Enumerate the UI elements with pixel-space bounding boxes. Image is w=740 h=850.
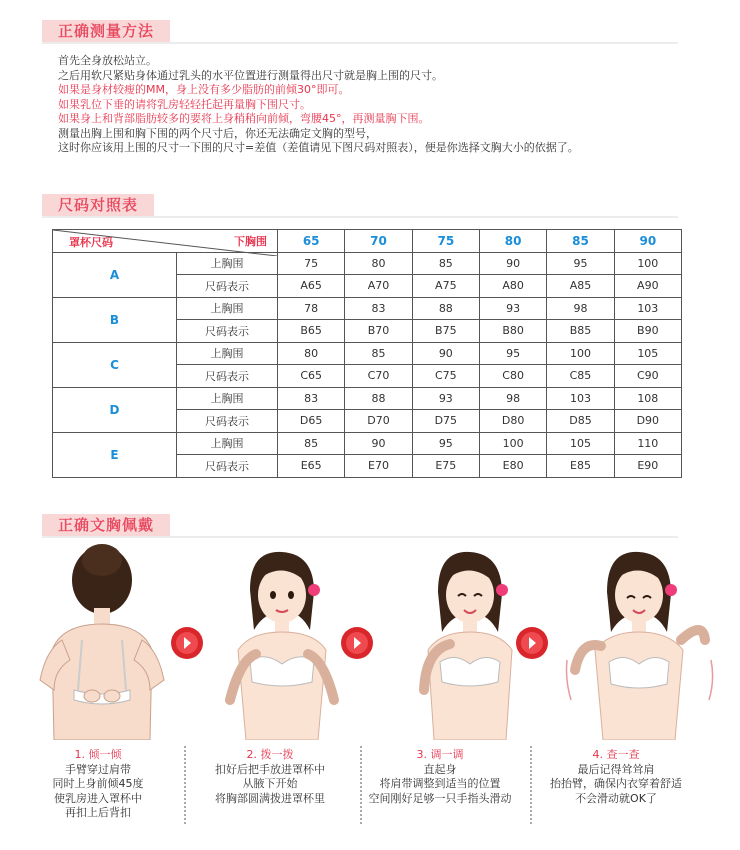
upper-bust-value: 95	[547, 252, 614, 275]
step-2-illustration	[210, 540, 350, 740]
section-header-chart	[42, 194, 678, 218]
size-code: E80	[479, 455, 546, 478]
instruction-line: 首先全身放松站立。	[58, 54, 157, 67]
size-code: D70	[345, 410, 412, 433]
underbust-column-header: 85	[547, 230, 614, 253]
instruction-line: 如果身上和背部脂肪较多的要将上身稍稍向前倾，弯腰45°，再测量胸下围。	[58, 112, 430, 125]
table-corner-cell	[53, 230, 278, 253]
upper-bust-value: 83	[345, 297, 412, 320]
step-caption	[536, 748, 696, 806]
step-description-line: 使乳房进入罩杯中	[54, 791, 142, 805]
step-description-line: 同时上身前倾45度	[52, 777, 144, 790]
step-title: 4. 查一查	[592, 748, 640, 761]
upper-bust-value: 78	[278, 297, 345, 320]
step-description-line: 扣好后把手放进罩杯中	[215, 762, 325, 776]
corner-label-cup: 罩杯尺码	[69, 235, 113, 249]
upper-bust-value: 88	[412, 297, 479, 320]
section-tab-measure: 正确测量方法	[42, 20, 170, 42]
table-row	[53, 432, 682, 455]
size-code: A70	[345, 275, 412, 298]
row-label: 上胸围	[177, 297, 278, 320]
size-code: B90	[614, 320, 681, 343]
instruction-line: 如果乳位下垂的请将乳房轻轻托起再量胸下围尺寸。	[58, 97, 311, 111]
arrow-icon	[170, 626, 204, 660]
size-code: C65	[278, 365, 345, 388]
section-header-measure	[42, 20, 678, 44]
size-chart-table	[52, 229, 682, 478]
row-label: 尺码表示	[177, 455, 278, 478]
row-label: 尺码表示	[177, 275, 278, 298]
arrow-icon	[340, 626, 374, 660]
cup-label: E	[53, 432, 177, 477]
step-1-illustration	[32, 540, 172, 740]
instruction-line: 测量出胸上围和胸下围的两个尺寸后，你还无法确定文胸的型号，	[58, 126, 377, 140]
step-title: 1. 倾一倾	[74, 748, 122, 761]
upper-bust-value: 100	[479, 432, 546, 455]
size-code: C75	[412, 365, 479, 388]
size-code: D80	[479, 410, 546, 433]
row-label: 尺码表示	[177, 410, 278, 433]
corner-label-underbust: 下胸围	[234, 235, 267, 248]
step-description-line: 从腋下开始	[242, 777, 298, 790]
step-description-line: 手臂穿过肩带	[65, 762, 131, 776]
underbust-column-header: 75	[412, 230, 479, 253]
upper-bust-value: 105	[547, 432, 614, 455]
cup-label: B	[53, 297, 177, 342]
step-title: 3. 调一调	[416, 748, 464, 761]
row-label: 上胸围	[177, 387, 278, 410]
step-caption	[360, 748, 520, 806]
instruction-line: 如果是身材较瘦的MM，身上没有多少脂肪的前倾30°即可。	[58, 83, 350, 96]
cup-label: D	[53, 387, 177, 432]
size-code: B75	[412, 320, 479, 343]
upper-bust-value: 103	[614, 297, 681, 320]
cup-label: A	[53, 252, 177, 297]
step-divider	[530, 746, 532, 824]
wearing-steps-illustrations	[20, 540, 720, 740]
size-code: A75	[412, 275, 479, 298]
step-description-line: 最后记得耸耸肩	[577, 762, 655, 776]
arrow-icon	[515, 626, 549, 660]
table-row	[53, 297, 682, 320]
size-code: C80	[479, 365, 546, 388]
upper-bust-value: 110	[614, 432, 681, 455]
upper-bust-value: 75	[278, 252, 345, 275]
row-label: 尺码表示	[177, 320, 278, 343]
table-header-row	[53, 230, 682, 253]
size-code: B65	[278, 320, 345, 343]
row-label: 尺码表示	[177, 365, 278, 388]
upper-bust-value: 105	[614, 342, 681, 365]
step-4-illustration	[565, 540, 715, 740]
step-divider	[184, 746, 186, 824]
upper-bust-value: 83	[278, 387, 345, 410]
upper-bust-value: 100	[547, 342, 614, 365]
size-code: B70	[345, 320, 412, 343]
upper-bust-value: 80	[278, 342, 345, 365]
upper-bust-value: 95	[412, 432, 479, 455]
upper-bust-value: 80	[345, 252, 412, 275]
measure-instructions	[58, 54, 698, 156]
size-code: A90	[614, 275, 681, 298]
step-description-line: 将胸部圆满拨进罩杯里	[215, 791, 325, 805]
size-code: A80	[479, 275, 546, 298]
upper-bust-value: 103	[547, 387, 614, 410]
underbust-column-header: 90	[614, 230, 681, 253]
step-description-line: 空间刚好足够一只手指头滑动	[368, 791, 512, 805]
step-caption	[190, 748, 350, 806]
size-code: C70	[345, 365, 412, 388]
underbust-column-header: 70	[345, 230, 412, 253]
section-header-wear	[42, 514, 678, 538]
step-description-line: 抬抬臂，确保内衣穿着舒适	[550, 777, 682, 790]
underbust-column-header: 80	[479, 230, 546, 253]
step-caption	[18, 748, 178, 821]
upper-bust-value: 85	[412, 252, 479, 275]
instruction-line: 之后用软尺紧贴身体通过乳头的水平位置进行测量得出尺寸就是胸上围的尺寸。	[58, 68, 443, 82]
row-label: 上胸围	[177, 252, 278, 275]
row-label: 上胸围	[177, 432, 278, 455]
size-code: E90	[614, 455, 681, 478]
upper-bust-value: 93	[412, 387, 479, 410]
size-code: E65	[278, 455, 345, 478]
upper-bust-value: 90	[479, 252, 546, 275]
upper-bust-value: 100	[614, 252, 681, 275]
step-description-line: 将肩带调整到适当的位置	[379, 777, 501, 790]
size-code: B80	[479, 320, 546, 343]
step-description-line: 再扣上后背扣	[65, 806, 131, 819]
upper-bust-value: 93	[479, 297, 546, 320]
size-code: D85	[547, 410, 614, 433]
table-row	[53, 387, 682, 410]
size-code: D65	[278, 410, 345, 433]
size-code: C85	[547, 365, 614, 388]
step-description-line: 不会滑动就OK了	[575, 791, 657, 805]
row-label: 上胸围	[177, 342, 278, 365]
upper-bust-value: 88	[345, 387, 412, 410]
size-code: D75	[412, 410, 479, 433]
size-code: E85	[547, 455, 614, 478]
upper-bust-value: 85	[278, 432, 345, 455]
upper-bust-value: 98	[547, 297, 614, 320]
size-code: A65	[278, 275, 345, 298]
underbust-column-header: 65	[278, 230, 345, 253]
section-tab-wear: 正确文胸佩戴	[42, 514, 170, 536]
step-title: 2. 拨一拨	[246, 748, 294, 761]
size-code: B85	[547, 320, 614, 343]
upper-bust-value: 108	[614, 387, 681, 410]
size-code: E75	[412, 455, 479, 478]
upper-bust-value: 90	[412, 342, 479, 365]
instruction-line: 这时你应该用上围的尺寸一下围的尺寸=差值（差值请见下图尺码对照表），便是你选择文胸大小的依据了。	[58, 141, 579, 154]
upper-bust-value: 95	[479, 342, 546, 365]
size-code: D90	[614, 410, 681, 433]
step-description-line: 直起身	[423, 762, 457, 776]
upper-bust-value: 90	[345, 432, 412, 455]
size-code: A85	[547, 275, 614, 298]
size-code: C90	[614, 365, 681, 388]
size-code: E70	[345, 455, 412, 478]
upper-bust-value: 85	[345, 342, 412, 365]
cup-label: C	[53, 342, 177, 387]
upper-bust-value: 98	[479, 387, 546, 410]
table-row	[53, 342, 682, 365]
section-tab-chart: 尺码对照表	[42, 194, 154, 216]
